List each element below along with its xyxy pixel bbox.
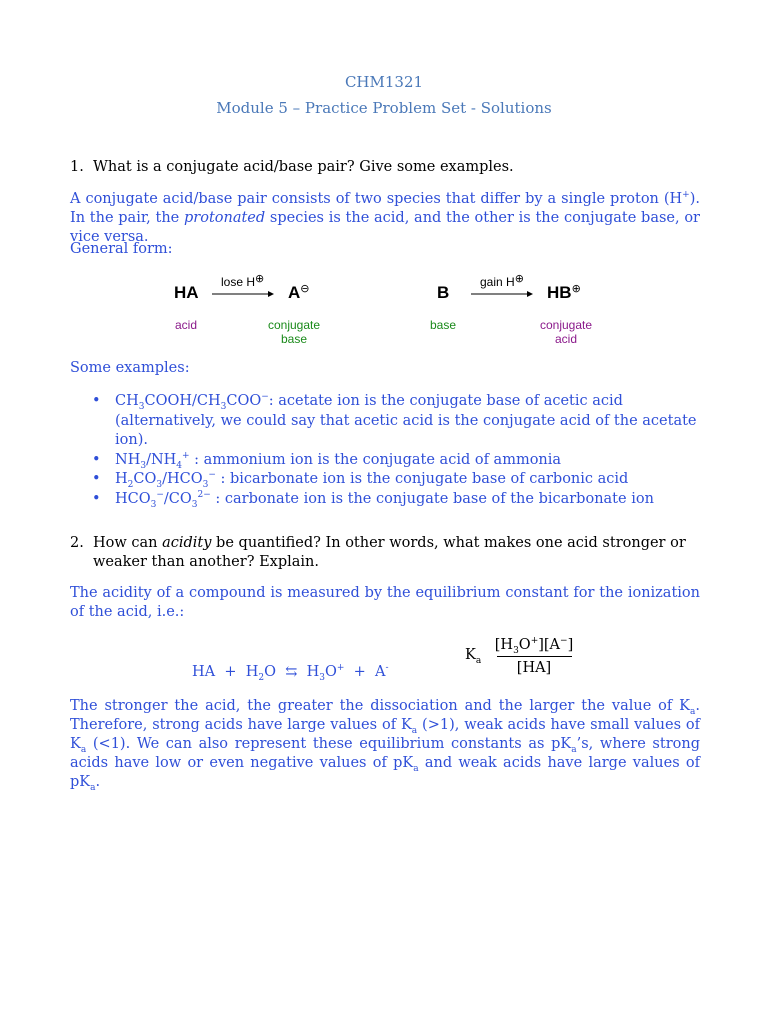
question-text-part: be quantified? In other words, what makes one acid stronger or weaker than another? Explain. [93, 535, 686, 570]
answer-1-paragraph [70, 190, 700, 247]
scheme-arrow-label [221, 275, 264, 289]
arrow-label-text: gain H [480, 275, 515, 289]
example-item [92, 470, 702, 490]
reaction-arrow-icon [212, 290, 274, 298]
plus-charge-icon: ⊕ [571, 283, 581, 295]
product-label: HB [547, 283, 572, 302]
scheme-arrow-label [480, 275, 524, 289]
ka-numerator: $[H_3O^+][A^-]$ [494, 636, 574, 656]
example-formula: $NH_3/NH_4^+$ [115, 450, 190, 471]
caption-base: base [429, 318, 457, 332]
bullet-icon: • [92, 471, 101, 487]
scheme-product-hb [547, 283, 581, 303]
ka-subscript: a [475, 655, 482, 666]
emphasis-text: protonated [184, 210, 266, 226]
bullet-icon: • [92, 451, 101, 468]
example-text: : ammonium ion is the conjugate acid of ammonia [189, 451, 562, 468]
question-text: What is a conjugate acid/base pair? Give some examples. [93, 159, 514, 175]
fraction-bar [497, 656, 572, 657]
arrow-label-text: lose H [221, 275, 256, 289]
ka-symbol [465, 647, 482, 666]
example-item [92, 490, 702, 510]
general-form-label: General form: [70, 241, 173, 257]
example-item [92, 451, 702, 471]
minus-charge-icon: ⊖ [300, 283, 310, 295]
example-text: : acetate ion is the conjugate base of acetic acid (alternatively, we could say that acetic acid is the conjugate acid of the acetate ion). [115, 393, 697, 448]
emphasis-text: acidity [162, 535, 212, 551]
example-text: : bicarbonate ion is the conjugate base of carbonic acid [215, 471, 629, 487]
plus-charge-icon: ⊕ [255, 273, 265, 285]
superscript: + [682, 190, 690, 201]
ionization-equation: HA + $H_2O$ ⇆ $H_3O^+ + A^-$ [192, 663, 389, 683]
example-formula: $CH_3COOH/CH_3COO^-$ [115, 392, 269, 412]
answer-text: species is the acid, and the other is the conjugate base, or vice versa. [70, 210, 700, 245]
examples-list [92, 392, 702, 509]
example-item [92, 392, 702, 451]
examples-label: Some examples: [70, 360, 190, 376]
caption-conjugate-acid: conjugate acid [539, 318, 593, 346]
question-text-part: How can [93, 535, 163, 551]
question-number: 2. [70, 535, 84, 551]
ka-letter: K [465, 647, 476, 663]
answer-2-paragraph: The acidity of a compound is measured by the equilibrium constant for the ionization of the acid, i.e.: [70, 585, 700, 620]
scheme-product-a [288, 283, 310, 303]
example-formula: $HCO_3^-/CO_3^{2-}$ [115, 489, 211, 510]
answer-text: ). In the pair, the [70, 191, 700, 226]
question-number: 1. [70, 159, 84, 175]
course-code: CHM1321 [344, 73, 424, 91]
bullet-icon: • [92, 393, 101, 409]
scheme-reactant-ha: HA [174, 283, 199, 302]
caption-conjugate-base: conjugate base [267, 318, 321, 346]
answer-2-explanation: The stronger the acid, the greater the dissociation and the larger the value of $K_a$. Therefore, strong acids have large values of $K_a$ (>1), weak acids have small values of $K_a$ (<1). We can also represent these equilibrium constants as $pK_a’s$, where strong acids have low or even negative values of $pK_a$ and weak acids have large values of $pK_a$. [70, 698, 700, 793]
bullet-icon: • [92, 490, 101, 507]
product-label: A [288, 283, 301, 302]
plus-charge-icon: ⊕ [514, 273, 524, 285]
example-text: : carbonate ion is the conjugate base of the bicarbonate ion [210, 490, 654, 507]
ka-denominator: [HA] [516, 660, 552, 676]
answer-text: A conjugate acid/base pair consists of two species that differ by a single proton (H [70, 191, 683, 207]
document-title: Module 5 – Practice Problem Set - Solutions [216, 99, 552, 117]
question-text [93, 534, 705, 572]
example-formula: $H_2CO_3/HCO_3^-$ [115, 470, 216, 490]
caption-acid: acid [174, 318, 197, 332]
scheme-reactant-b: B [437, 283, 450, 302]
reaction-arrow-icon [471, 290, 533, 298]
